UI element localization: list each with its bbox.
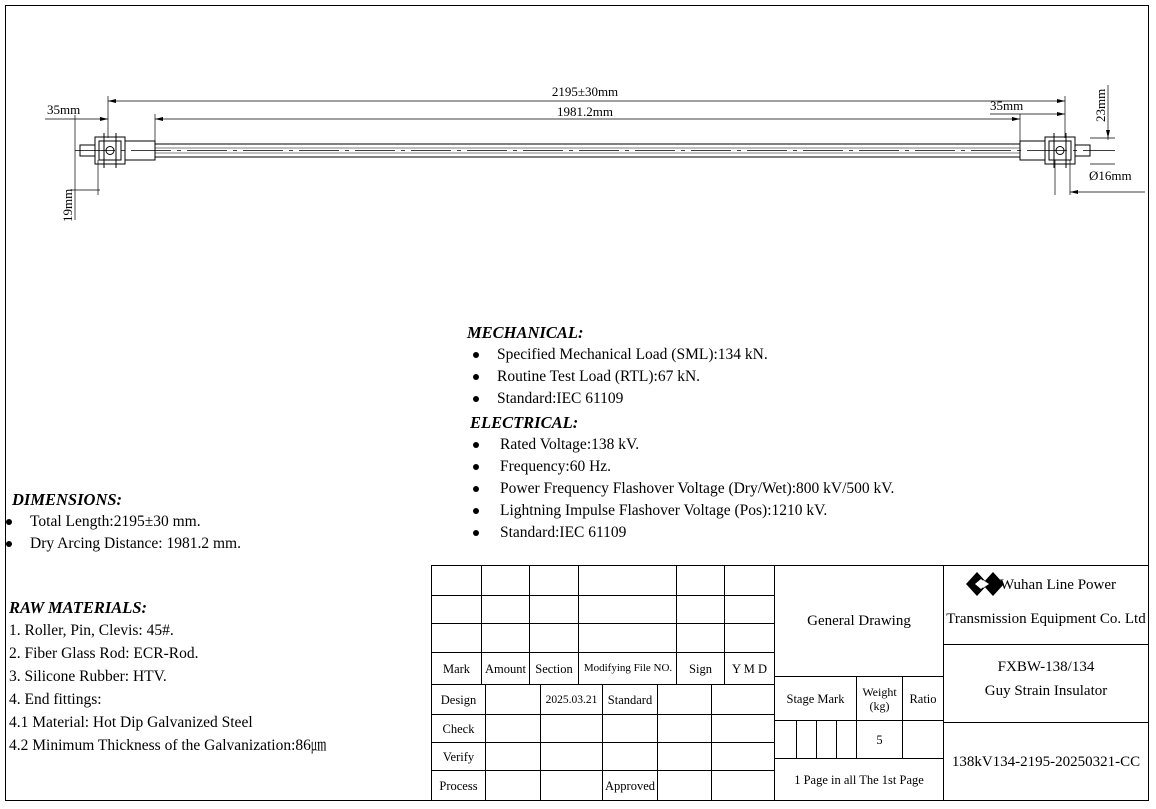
modifying-file-header: Modifying File NO. xyxy=(583,662,673,674)
list-item: 4. End fittings: xyxy=(9,691,102,708)
weight-value: 5 xyxy=(876,732,883,747)
dim-arcing-label: 1981.2mm xyxy=(557,104,613,119)
mark-header: Mark xyxy=(442,661,471,676)
page-count: 1 Page in all The 1st Page xyxy=(794,772,924,787)
list-item: Rated Voltage:138 kV. xyxy=(467,434,894,456)
list-item: 3. Silicone Rubber: HTV. xyxy=(9,668,167,685)
stage-mark-label: Stage Mark xyxy=(786,691,845,706)
list-item: Power Frequency Flashover Voltage (Dry/Wet):800 kV/500 kV. xyxy=(467,478,894,500)
design-date: 2025.03.21 xyxy=(545,693,598,706)
weight-label: Weight (kg) xyxy=(862,684,897,713)
list-item: 1. Roller, Pin, Clevis: 45#. xyxy=(9,622,174,639)
list-item: Lightning Impulse Flashover Voltage (Pos):1210 kV. xyxy=(467,500,894,522)
list-item: Dry Arcing Distance: 1981.2 mm. xyxy=(0,533,241,555)
process-label: Process xyxy=(439,778,478,793)
list-item: Frequency:60 Hz. xyxy=(467,456,894,478)
section-header: Section xyxy=(535,661,573,676)
list-item: Standard:IEC 61109 xyxy=(467,522,894,544)
design-label: Design xyxy=(440,692,477,707)
dim-16-label: Ø16mm xyxy=(1089,168,1132,183)
list-item: Routine Test Load (RTL):67 kN. xyxy=(467,366,894,388)
dim-23-label: 23mm xyxy=(1093,88,1108,122)
list-item: 2. Fiber Glass Rod: ECR-Rod. xyxy=(9,645,199,662)
mechanical-heading: MECHANICAL: xyxy=(467,323,584,342)
ymd-header: Y M D xyxy=(732,661,767,676)
approved-label: Approved xyxy=(605,778,655,793)
check-label: Check xyxy=(442,721,475,736)
company-name-line2: Transmission Equipment Co. Ltd xyxy=(946,611,1146,627)
electrical-heading: ELECTRICAL: xyxy=(470,413,579,432)
raw-materials-heading: RAW MATERIALS: xyxy=(9,598,148,617)
company-name-line1: Wuhan Line Power xyxy=(1000,577,1117,593)
product-name: Guy Strain Insulator xyxy=(984,683,1108,699)
ratio-label: Ratio xyxy=(909,691,937,706)
product-code: FXBW-138/134 xyxy=(997,659,1095,675)
drawing-number: 138kV134-2195-20250321-CC xyxy=(951,753,1141,770)
sign-header: Sign xyxy=(689,661,712,676)
company-logo-icon xyxy=(966,572,1004,596)
standard-label: Standard xyxy=(607,692,653,707)
dimensions-heading: DIMENSIONS: xyxy=(12,490,123,509)
list-item: 4.1 Material: Hot Dip Galvanized Steel xyxy=(9,714,253,731)
general-drawing-label: General Drawing xyxy=(807,613,911,629)
amount-header: Amount xyxy=(485,661,526,676)
list-item: Standard:IEC 61109 xyxy=(467,388,894,410)
dim-19-label: 19mm xyxy=(60,188,75,222)
verify-label: Verify xyxy=(442,749,475,764)
dim-right-35-label: 35mm xyxy=(990,98,1024,113)
list-item: Specified Mechanical Load (SML):134 kN. xyxy=(467,344,894,366)
dim-total-label: 2195±30mm xyxy=(551,84,619,99)
list-item: 4.2 Minimum Thickness of the Galvanization:86㎛ xyxy=(9,737,327,754)
dim-left-35-label: 35mm xyxy=(47,102,81,117)
list-item: Total Length:2195±30 mm. xyxy=(0,511,241,533)
